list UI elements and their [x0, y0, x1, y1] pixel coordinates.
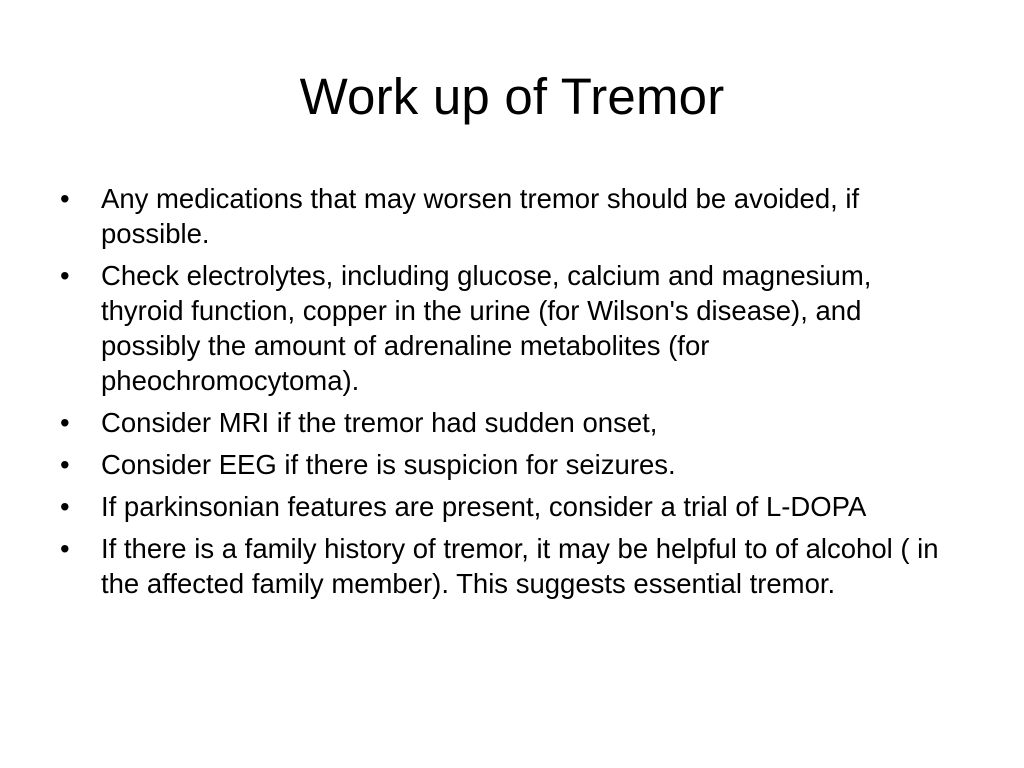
bullet-text: Consider MRI if the tremor had sudden onset,	[101, 407, 658, 438]
bullet-list	[60, 181, 960, 608]
list-item	[60, 489, 960, 524]
bullet-icon: •	[60, 407, 70, 438]
bullet-icon: •	[60, 533, 70, 564]
list-item	[60, 447, 960, 482]
bullet-icon: •	[60, 491, 70, 522]
slide-title: Work up of Tremor	[299, 68, 725, 125]
bullet-icon: •	[60, 260, 70, 291]
bullet-icon: •	[60, 183, 70, 214]
list-item	[60, 258, 960, 398]
bullet-text: If parkinsonian features are present, consider a trial of L-DOPA	[101, 491, 867, 522]
list-item	[60, 405, 960, 440]
bullet-text: Check electrolytes, including glucose, calcium and magnesium, thyroid function, copper in the urine (for Wilson's disease), and possibly the amount of adrenaline metabolites (for pheochromocytoma).	[101, 260, 872, 396]
bullet-text: If there is a family history of tremor, it may be helpful to of alcohol ( in the affected family member). This suggests essential tremor.	[101, 533, 939, 599]
bullet-text: Consider EEG if there is suspicion for seizures.	[101, 449, 676, 480]
bullet-text: Any medications that may worsen tremor should be avoided, if possible.	[101, 183, 860, 249]
bullet-icon: •	[60, 449, 70, 480]
list-item	[60, 181, 960, 251]
list-item	[60, 531, 960, 601]
